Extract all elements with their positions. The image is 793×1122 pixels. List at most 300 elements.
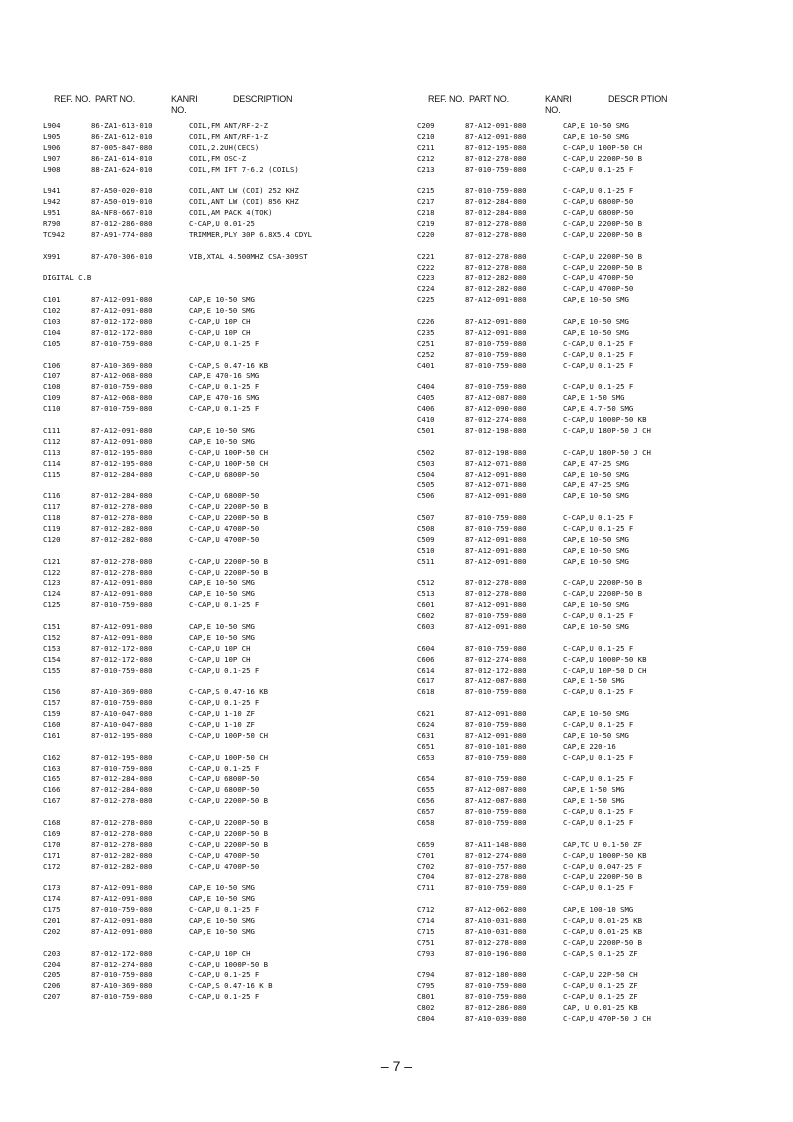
parts-row bbox=[417, 578, 777, 589]
parts-row bbox=[43, 470, 388, 481]
parts-row bbox=[417, 611, 777, 622]
part-no: 87-012-284-080 bbox=[91, 491, 153, 501]
part-no: 87-012-274-080 bbox=[465, 415, 527, 425]
part-no: 87-A91-774-080 bbox=[91, 229, 153, 239]
description: C-CAP,U 2200P-50 B bbox=[189, 502, 269, 512]
parts-row bbox=[417, 1003, 777, 1014]
parts-row bbox=[43, 829, 388, 840]
parts-row bbox=[43, 644, 388, 655]
description: C-CAP,U 180P-50 J CH bbox=[563, 447, 651, 457]
parts-row bbox=[43, 404, 388, 415]
parts-row bbox=[43, 622, 388, 633]
parts-row bbox=[43, 840, 388, 851]
part-no: 87-012-278-080 bbox=[465, 589, 527, 599]
ref-no: C206 bbox=[43, 981, 61, 991]
description: C-CAP,U 1000P-50 B bbox=[189, 959, 269, 969]
description: C-CAP,U 2200P-50 B bbox=[563, 589, 643, 599]
part-no: 87-A10-031-080 bbox=[465, 916, 527, 926]
ref-no-header: REF. NO. bbox=[54, 94, 91, 104]
description: C-CAP,S 0.47-16 KB bbox=[189, 687, 269, 697]
ref-no: C406 bbox=[417, 404, 435, 414]
part-no: 87-A12-091-080 bbox=[465, 556, 527, 566]
description: C-CAP,U 2200P-50 B bbox=[563, 153, 643, 163]
parts-row bbox=[43, 633, 388, 644]
part-no: 87-A10-039-080 bbox=[465, 1014, 527, 1024]
parts-row bbox=[417, 535, 777, 546]
description: CAP,E 10-50 SMG bbox=[189, 436, 255, 446]
parts-row bbox=[417, 687, 777, 698]
description: C-CAP,U 0.1-25 F bbox=[189, 404, 260, 414]
row-spacer bbox=[417, 437, 777, 448]
parts-row bbox=[43, 448, 388, 459]
parts-row bbox=[417, 916, 777, 927]
ref-no: C113 bbox=[43, 447, 61, 457]
parts-row bbox=[43, 862, 388, 873]
ref-no: L907 bbox=[43, 153, 61, 163]
ref-no: C795 bbox=[417, 981, 435, 991]
ref-no: C160 bbox=[43, 719, 61, 729]
part-no: 87-012-278-080 bbox=[91, 567, 153, 577]
ref-no: C653 bbox=[417, 752, 435, 762]
part-no: 87-A12-087-080 bbox=[465, 393, 527, 403]
parts-row bbox=[417, 361, 777, 372]
ref-no: C506 bbox=[417, 491, 435, 501]
parts-row bbox=[417, 927, 777, 938]
parts-row bbox=[43, 165, 388, 176]
row-spacer bbox=[417, 764, 777, 775]
ref-no: C153 bbox=[43, 643, 61, 653]
ref-no: C401 bbox=[417, 360, 435, 370]
part-no: 87-A12-091-080 bbox=[465, 545, 527, 555]
description: C-CAP,U 100P-50 CH bbox=[189, 752, 269, 762]
ref-no: C715 bbox=[417, 926, 435, 936]
part-no: 87-A50-019-010 bbox=[91, 197, 153, 207]
ref-no: C507 bbox=[417, 513, 435, 523]
ref-no: C801 bbox=[417, 992, 435, 1002]
ref-no: C510 bbox=[417, 545, 435, 555]
parts-row bbox=[417, 263, 777, 274]
ref-no: C118 bbox=[43, 513, 61, 523]
part-no: 87-010-759-080 bbox=[465, 774, 527, 784]
parts-row bbox=[417, 589, 777, 600]
parts-row bbox=[43, 132, 388, 143]
row-spacer bbox=[43, 872, 388, 883]
ref-no: C659 bbox=[417, 839, 435, 849]
part-no: 87-A12-062-080 bbox=[465, 905, 527, 915]
parts-row bbox=[417, 981, 777, 992]
ref-no: C205 bbox=[43, 970, 61, 980]
row-spacer bbox=[43, 350, 388, 361]
ref-no: C751 bbox=[417, 937, 435, 947]
description: C-CAP,U 1000P-50 KB bbox=[563, 654, 647, 664]
part-no: 87-A12-091-080 bbox=[465, 317, 527, 327]
description: CAP,E 10-50 SMG bbox=[189, 621, 255, 631]
description: C-CAP,U 1000P-50 KB bbox=[563, 415, 647, 425]
part-no: 87-A10-047-080 bbox=[91, 719, 153, 729]
parts-row bbox=[43, 785, 388, 796]
part-no: 87-012-274-080 bbox=[465, 654, 527, 664]
ref-no: C654 bbox=[417, 774, 435, 784]
ref-no: C151 bbox=[43, 621, 61, 631]
part-no: 87-A12-091-080 bbox=[465, 121, 527, 130]
ref-no: L951 bbox=[43, 208, 61, 218]
part-no: 87-A12-091-080 bbox=[465, 730, 527, 740]
description: C-CAP,U 2200P-50 B bbox=[189, 556, 269, 566]
ref-no: L908 bbox=[43, 164, 61, 174]
ref-no: C172 bbox=[43, 861, 61, 871]
description: C-CAP,U 2200P-50 B bbox=[563, 229, 643, 239]
parts-row bbox=[43, 992, 388, 1003]
parts-row bbox=[43, 524, 388, 535]
part-no: 87-012-286-080 bbox=[465, 1003, 527, 1013]
description: CAP,E 10-50 SMG bbox=[189, 926, 255, 936]
description: VIB,XTAL 4.500MHZ CSA-309ST bbox=[189, 251, 308, 261]
description: C-CAP,U 6800P-50 bbox=[189, 774, 260, 784]
part-no: 87-012-195-080 bbox=[91, 458, 153, 468]
parts-row bbox=[43, 600, 388, 611]
part-no: 87-A12-091-080 bbox=[465, 491, 527, 501]
description: CAP,E 1-50 SMG bbox=[563, 785, 625, 795]
part-no: 87-A10-369-080 bbox=[91, 360, 153, 370]
description-header: DESCRIPTION bbox=[233, 94, 293, 104]
description: C-CAP,U 6800P-50 bbox=[189, 469, 260, 479]
right-parts-list bbox=[417, 121, 777, 1025]
part-no: 87-A10-369-080 bbox=[91, 687, 153, 697]
part-no: 87-010-101-080 bbox=[465, 741, 527, 751]
ref-no: C794 bbox=[417, 970, 435, 980]
row-spacer bbox=[43, 676, 388, 687]
description: C-CAP,U 2200P-50 B bbox=[563, 872, 643, 882]
part-no: 87-A12-091-080 bbox=[465, 131, 527, 141]
part-no: 87-012-282-080 bbox=[91, 523, 153, 533]
description: C-CAP,S 0.1-25 ZF bbox=[563, 948, 638, 958]
parts-row bbox=[417, 230, 777, 241]
parts-row bbox=[417, 284, 777, 295]
description: C-CAP,U 0.1-25 F bbox=[189, 905, 260, 915]
part-no: 87-A12-091-080 bbox=[91, 306, 153, 316]
part-no: 87-A12-068-080 bbox=[91, 371, 153, 381]
description: C-CAP,U 4700P-50 bbox=[189, 523, 260, 533]
part-no: 87-010-759-080 bbox=[465, 883, 527, 893]
description: CAP,E 10-50 SMG bbox=[563, 121, 629, 130]
ref-no: C102 bbox=[43, 306, 61, 316]
parts-row bbox=[417, 753, 777, 764]
parts-row bbox=[417, 840, 777, 851]
parts-row bbox=[43, 317, 388, 328]
part-no: 87-012-172-080 bbox=[465, 665, 527, 675]
part-no: 88-ZA1-624-010 bbox=[91, 164, 153, 174]
part-no: 86-ZA1-612-010 bbox=[91, 131, 153, 141]
ref-no: C117 bbox=[43, 502, 61, 512]
description: C-CAP,U 2200P-50 B bbox=[189, 828, 269, 838]
parts-row bbox=[43, 437, 388, 448]
ref-no: C712 bbox=[417, 905, 435, 915]
parts-row bbox=[417, 448, 777, 459]
ref-no: C203 bbox=[43, 948, 61, 958]
ref-no: C617 bbox=[417, 676, 435, 686]
ref-no: L942 bbox=[43, 197, 61, 207]
description: CAP,E 1-50 SMG bbox=[563, 676, 625, 686]
parts-row bbox=[43, 666, 388, 677]
ref-no: C802 bbox=[417, 1003, 435, 1013]
part-no-header: PART NO. bbox=[95, 94, 135, 104]
ref-no: C114 bbox=[43, 458, 61, 468]
part-no: 87-012-195-080 bbox=[91, 447, 153, 457]
part-no: 87-A12-091-080 bbox=[465, 621, 527, 631]
description: C-CAP,U 0.1-25 F bbox=[563, 349, 634, 359]
description: C-CAP,U 0.1-25 F bbox=[563, 186, 634, 196]
parts-row bbox=[43, 491, 388, 502]
ref-no: L905 bbox=[43, 131, 61, 141]
part-no: 87-012-284-080 bbox=[465, 197, 527, 207]
parts-row bbox=[417, 774, 777, 785]
description: C-CAP,U 0.1-25 F bbox=[189, 763, 260, 773]
parts-row bbox=[417, 546, 777, 557]
parts-row bbox=[417, 295, 777, 306]
description: C-CAP,U 0.1-25 F bbox=[563, 719, 634, 729]
row-spacer bbox=[417, 698, 777, 709]
parts-row bbox=[417, 676, 777, 687]
description: CAP,TC U 0.1-50 ZF bbox=[563, 839, 643, 849]
parts-row bbox=[417, 480, 777, 491]
description: C-CAP,U 0.01-25 KB bbox=[563, 926, 643, 936]
ref-no: C223 bbox=[417, 273, 435, 283]
ref-no: C504 bbox=[417, 469, 435, 479]
row-spacer bbox=[43, 546, 388, 557]
ref-no: C220 bbox=[417, 229, 435, 239]
part-no: 87-010-759-080 bbox=[465, 643, 527, 653]
part-no: 87-A12-091-080 bbox=[465, 469, 527, 479]
part-no: 87-A12-091-080 bbox=[91, 589, 153, 599]
description: C-CAP,U 4700P-50 bbox=[189, 861, 260, 871]
parts-row bbox=[43, 426, 388, 437]
ref-no: C108 bbox=[43, 382, 61, 392]
parts-row bbox=[417, 328, 777, 339]
ref-no: C123 bbox=[43, 578, 61, 588]
parts-row bbox=[417, 796, 777, 807]
parts-row bbox=[417, 459, 777, 470]
description: CAP,E 10-50 SMG bbox=[563, 709, 629, 719]
description: C-CAP,U 10P-50 D CH bbox=[563, 665, 647, 675]
parts-row bbox=[417, 426, 777, 437]
part-no: 87-012-195-080 bbox=[91, 730, 153, 740]
part-no: 87-010-759-080 bbox=[91, 665, 153, 675]
part-no: 87-A10-047-080 bbox=[91, 709, 153, 719]
part-no: 87-010-759-080 bbox=[465, 360, 527, 370]
description: CAP,E 10-50 SMG bbox=[563, 295, 629, 305]
part-no: 87-012-278-080 bbox=[91, 502, 153, 512]
parts-row bbox=[43, 393, 388, 404]
ref-no: C508 bbox=[417, 523, 435, 533]
ref-no: C116 bbox=[43, 491, 61, 501]
part-no: 87-012-278-080 bbox=[465, 251, 527, 261]
parts-row bbox=[417, 818, 777, 829]
part-no: 87-010-759-080 bbox=[91, 382, 153, 392]
part-no: 87-012-284-080 bbox=[91, 785, 153, 795]
ref-no: C512 bbox=[417, 578, 435, 588]
ref-no: C714 bbox=[417, 916, 435, 926]
ref-no: C225 bbox=[417, 295, 435, 305]
part-no: 87-A12-091-080 bbox=[91, 621, 153, 631]
description: C-CAP,U 0.1-25 F bbox=[563, 164, 634, 174]
part-no: 87-012-274-080 bbox=[91, 959, 153, 969]
parts-row bbox=[417, 143, 777, 154]
parts-row bbox=[417, 600, 777, 611]
ref-no: C503 bbox=[417, 458, 435, 468]
description: CAP,E 10-50 SMG bbox=[189, 916, 255, 926]
description: C-CAP,U 2200P-50 B bbox=[563, 219, 643, 229]
parts-row bbox=[43, 186, 388, 197]
part-no: 87-012-282-080 bbox=[91, 861, 153, 871]
description: C-CAP,U 0.1-25 ZF bbox=[563, 992, 638, 1002]
ref-no: C509 bbox=[417, 534, 435, 544]
part-no: 87-A12-091-080 bbox=[465, 327, 527, 337]
part-no: 87-012-278-080 bbox=[465, 219, 527, 229]
parts-row bbox=[417, 393, 777, 404]
ref-no: C115 bbox=[43, 469, 61, 479]
description: C-CAP,U 100P-50 CH bbox=[563, 142, 643, 152]
description: COIL,FM IFT 7-6.2 (COILS) bbox=[189, 164, 299, 174]
parts-row bbox=[43, 513, 388, 524]
ref-no: C210 bbox=[417, 131, 435, 141]
ref-no: C235 bbox=[417, 327, 435, 337]
ref-no: C604 bbox=[417, 643, 435, 653]
parts-row bbox=[43, 589, 388, 600]
ref-no: C704 bbox=[417, 872, 435, 882]
description: CAP,E 10-50 SMG bbox=[563, 545, 629, 555]
ref-no: C112 bbox=[43, 436, 61, 446]
ref-no: C173 bbox=[43, 883, 61, 893]
parts-row bbox=[417, 470, 777, 481]
parts-row bbox=[417, 742, 777, 753]
parts-row bbox=[417, 862, 777, 873]
description: C-CAP,U 180P-50 J CH bbox=[563, 425, 651, 435]
description: C-CAP,U 1000P-50 KB bbox=[563, 850, 647, 860]
parts-row bbox=[43, 568, 388, 579]
section-heading bbox=[43, 273, 388, 284]
ref-no: C804 bbox=[417, 1014, 435, 1024]
description: C-CAP,U 2200P-50 B bbox=[189, 567, 269, 577]
description: C-CAP,U 100P-50 CH bbox=[189, 447, 269, 457]
part-no: 87-005-847-080 bbox=[91, 142, 153, 152]
parts-row bbox=[43, 927, 388, 938]
ref-no: C170 bbox=[43, 839, 61, 849]
parts-row bbox=[43, 535, 388, 546]
description: C-CAP,U 2200P-50 B bbox=[563, 937, 643, 947]
parts-row bbox=[43, 459, 388, 470]
description: C-CAP,U 0.1-25 F bbox=[189, 665, 260, 675]
description: C-CAP,U 0.1-25 F bbox=[563, 382, 634, 392]
description: C-CAP,S 0.47-16 KB bbox=[189, 360, 269, 370]
ref-no: C701 bbox=[417, 850, 435, 860]
parts-row bbox=[417, 970, 777, 981]
row-spacer bbox=[417, 175, 777, 186]
description: CAP,E 47-25 SMG bbox=[563, 458, 629, 468]
part-no: 87-A70-306-010 bbox=[91, 251, 153, 261]
description: COIL,AM PACK 4(TOK) bbox=[189, 208, 273, 218]
part-no: 87-A12-091-080 bbox=[91, 632, 153, 642]
ref-no: C201 bbox=[43, 916, 61, 926]
description: C-CAP,U 6800P-50 bbox=[189, 785, 260, 795]
ref-no: C109 bbox=[43, 393, 61, 403]
parts-row bbox=[417, 154, 777, 165]
part-no: 87-010-759-080 bbox=[465, 382, 527, 392]
part-no: 87-A12-087-080 bbox=[465, 676, 527, 686]
parts-row bbox=[417, 807, 777, 818]
part-no: 87-A10-031-080 bbox=[465, 926, 527, 936]
parts-row bbox=[43, 774, 388, 785]
description: C-CAP,U 0.1-25 F bbox=[189, 338, 260, 348]
part-no: 87-010-759-080 bbox=[465, 992, 527, 1002]
part-no: 87-A12-090-080 bbox=[465, 404, 527, 414]
parts-row bbox=[43, 502, 388, 513]
ref-no: C501 bbox=[417, 425, 435, 435]
description: C-CAP,U 6800P-50 bbox=[189, 491, 260, 501]
parts-row bbox=[43, 796, 388, 807]
description: C-CAP,U 0.047-25 F bbox=[563, 861, 643, 871]
part-no: 87-010-759-080 bbox=[91, 698, 153, 708]
ref-no: TC942 bbox=[43, 229, 65, 239]
ref-no: C793 bbox=[417, 948, 435, 958]
parts-row bbox=[417, 491, 777, 502]
part-no: 87-010-196-080 bbox=[465, 948, 527, 958]
ref-no: C711 bbox=[417, 883, 435, 893]
parts-row bbox=[43, 197, 388, 208]
ref-no: C212 bbox=[417, 153, 435, 163]
part-no: 87-A12-091-080 bbox=[91, 295, 153, 305]
ref-no: C658 bbox=[417, 818, 435, 827]
ref-no: C603 bbox=[417, 621, 435, 631]
ref-no: C222 bbox=[417, 262, 435, 272]
part-no: 87-012-278-080 bbox=[91, 513, 153, 523]
part-no: 87-010-759-080 bbox=[465, 719, 527, 729]
part-no: 87-012-278-080 bbox=[465, 229, 527, 239]
part-no: 87-A12-091-080 bbox=[91, 894, 153, 904]
parts-row bbox=[417, 655, 777, 666]
description: C-CAP,U 0.1-25 ZF bbox=[563, 981, 638, 991]
parts-row bbox=[417, 524, 777, 535]
description: C-CAP,U 0.1-25 F bbox=[563, 523, 634, 533]
description: CAP,E 100-10 SMG bbox=[563, 905, 634, 915]
description: C-CAP,U 10P CH bbox=[189, 317, 251, 327]
description: COIL,2.2UH(CECS) bbox=[189, 142, 260, 152]
kanri-no-header: NO. bbox=[545, 105, 561, 115]
ref-no: C702 bbox=[417, 861, 435, 871]
ref-no: C174 bbox=[43, 894, 61, 904]
parts-row bbox=[417, 273, 777, 284]
parts-row bbox=[417, 165, 777, 176]
row-spacer bbox=[43, 263, 388, 274]
kanri-header: KANRI bbox=[545, 94, 572, 104]
parts-row bbox=[417, 382, 777, 393]
part-no: 87-A12-091-080 bbox=[91, 916, 153, 926]
row-spacer bbox=[43, 480, 388, 491]
parts-row bbox=[417, 186, 777, 197]
ref-no: C204 bbox=[43, 959, 61, 969]
ref-no: C651 bbox=[417, 741, 435, 751]
row-spacer bbox=[43, 807, 388, 818]
row-spacer bbox=[417, 960, 777, 971]
description: C-CAP,U 100P-50 CH bbox=[189, 730, 269, 740]
description: COIL,ANT LW (COI) 252 KHZ bbox=[189, 186, 299, 196]
part-no: 87-010-759-080 bbox=[465, 818, 527, 827]
parts-row bbox=[43, 753, 388, 764]
parts-row bbox=[43, 208, 388, 219]
ref-no: C161 bbox=[43, 730, 61, 740]
part-no: 86-ZA1-614-010 bbox=[91, 153, 153, 163]
parts-row bbox=[417, 219, 777, 230]
part-no: 87-012-172-080 bbox=[91, 317, 153, 327]
